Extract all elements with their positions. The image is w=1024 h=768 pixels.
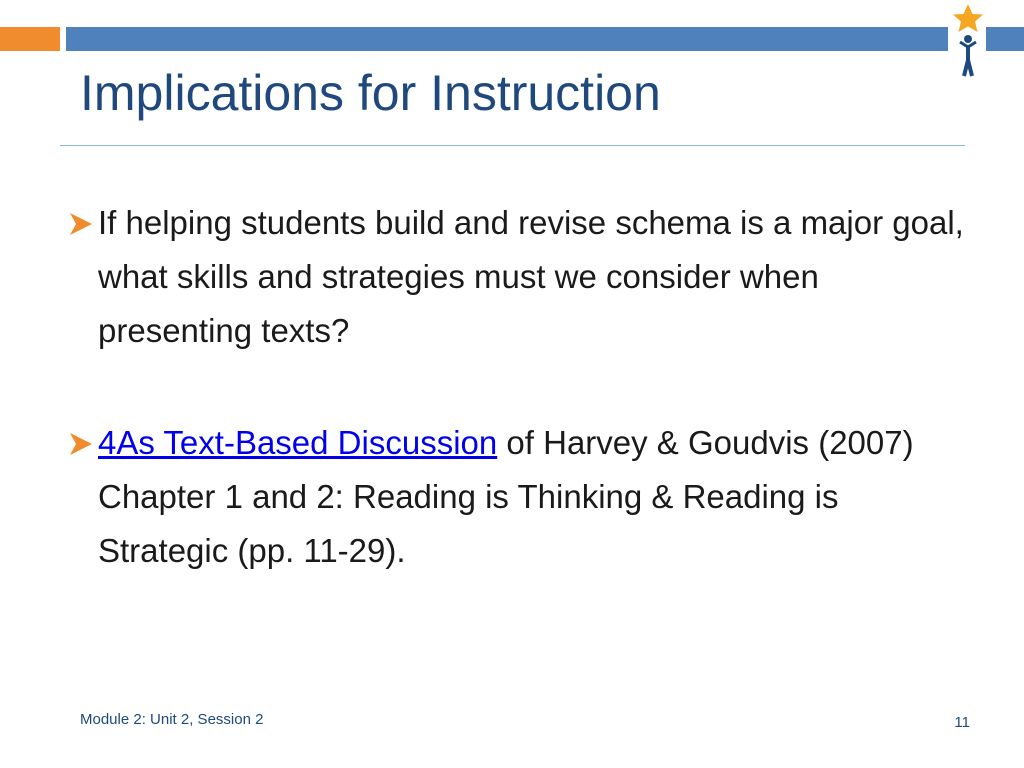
slide-title: Implications for Instruction [80, 65, 661, 121]
header-accent-bar-orange [0, 27, 60, 51]
bullet-item [66, 416, 976, 578]
text-based-discussion-link[interactable]: 4As Text-Based Discussion [98, 424, 498, 461]
header-accent-bar-blue [66, 27, 948, 51]
title-divider [60, 145, 965, 146]
bullet-list [66, 196, 976, 578]
arrow-bullet-icon [68, 211, 94, 237]
bullet-item [66, 196, 976, 358]
footer-module-label: Module 2: Unit 2, Session 2 [80, 711, 264, 728]
bullet-text: If helping students build and revise schema is a major goal, what skills and strategies must we consider when presenting texts? [98, 204, 964, 349]
star-person-logo-icon [948, 2, 988, 78]
arrow-bullet-icon [68, 431, 94, 457]
bullet-text: of Harvey & Goudvis (2007) Chapter 1 and 2: Reading is Thinking & Reading is Strategic (pp. 11-29). [98, 424, 914, 569]
page-number: 11 [954, 714, 970, 731]
header-accent-bar-blue-end [986, 27, 1024, 51]
